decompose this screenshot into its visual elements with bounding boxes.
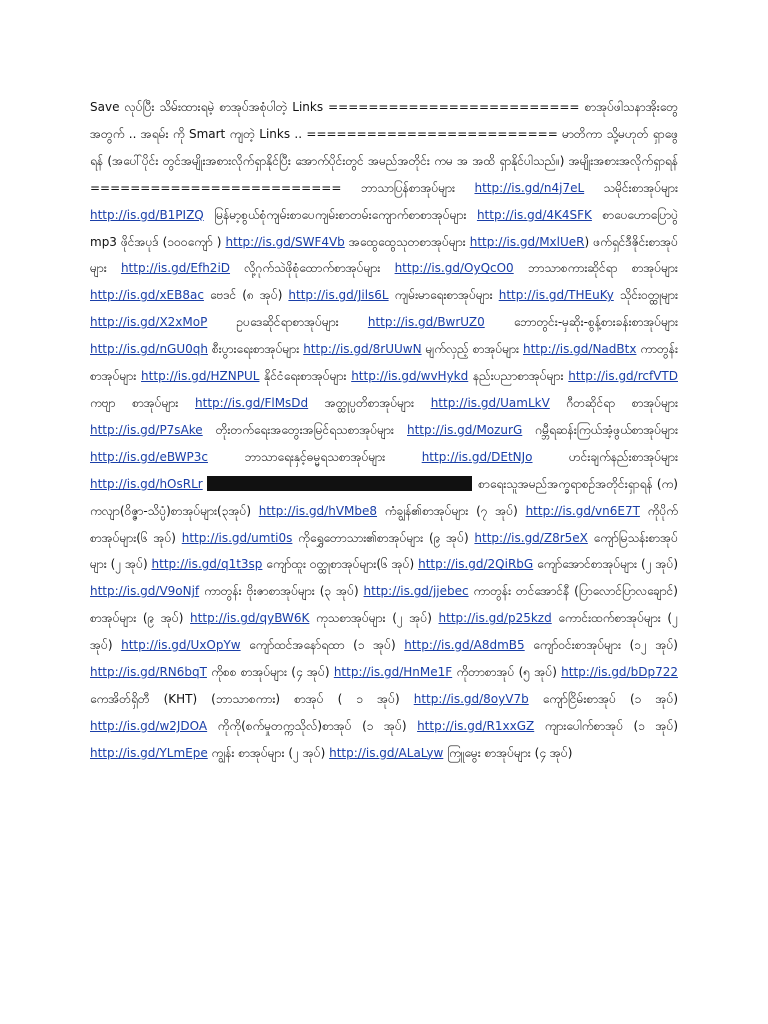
link[interactable]: http://is.gd/xEB8ac — [90, 288, 204, 303]
link[interactable]: http://is.gd/THEuKy — [498, 288, 614, 303]
text-run: ကျော်မြသန်းစာအုပ်များ (၂ အုပ်) — [90, 530, 678, 572]
link[interactable]: http://is.gd/Z8r5eX — [474, 530, 588, 545]
link[interactable]: http://is.gd/Efh2iD — [120, 261, 231, 276]
text-run: သိုင်းဝတ္ထုများ — [613, 288, 678, 303]
text-run: မြန်မာ့စွယ်စုံကျမ်းစာပေကျမ်းစာတမ်းကျောက်စာစာအုပ်များ — [203, 207, 477, 222]
text-run: နိုင်ငံရေးစာအုပ်များ — [259, 369, 352, 384]
text-run: စာပေဟောပြောပွဲ mp3 ဖိုင်အပုဒ် (၁၀၀ကျော် ) — [90, 207, 679, 249]
link[interactable]: http://is.gd/DEtNJo — [421, 449, 533, 464]
text-run: စီးပွားရေးစာအုပ်များ — [207, 342, 304, 357]
text-run: ကိုကို(စက်မှုတက္ကသိုလ်)စာအုပ် (၁ အုပ်) — [207, 718, 418, 733]
link[interactable]: http://is.gd/nGU0qh — [90, 342, 208, 357]
link[interactable]: http://is.gd/SWF4Vb — [225, 234, 345, 249]
text-run: စာရေးသူအမည်အက္ခရာစဉ်အတိုင်းရှာရန် (က) ကလျာ(ဝိဇ္ဇာ-သိပ္ပံ)စာအုပ်များ(၃အုပ်) — [90, 476, 678, 518]
link[interactable]: http://is.gd/FlMsDd — [195, 395, 309, 410]
text-run: မျက်လှည့် စာအုပ်များ — [421, 342, 523, 357]
link[interactable]: http://is.gd/ALaLyw — [329, 745, 444, 760]
link[interactable]: http://is.gd/bDp722 — [561, 665, 678, 680]
text-run: ကဗျာ စာအုပ်များ — [90, 395, 196, 410]
link[interactable]: http://is.gd/q1t3sp — [151, 557, 263, 572]
text-run: ကျမ်းမာရေးစာအုပ်များ — [388, 288, 499, 303]
text-run: ဘာသာရေးနှင့်ဓမ္မရသစာအုပ်များ — [207, 449, 422, 464]
document-body-text — [90, 94, 678, 767]
text-run: ကိုရွှေတောသား၏စာအုပ်များ (၉ အုပ်) — [292, 530, 475, 545]
text-run: လို့ဂုက်သဲဖိုစုံထောက်စာအုပ်များ — [230, 261, 395, 276]
text-run: ကိုစစ စာအုပ်များ (၄ အုပ်) — [206, 665, 334, 680]
link[interactable]: http://is.gd/UxOpYw — [121, 638, 241, 653]
link[interactable]: http://is.gd/X2xMoP — [90, 315, 208, 330]
text-run: အတ္ထုပ္ပတိစာအုပ်များ — [308, 395, 431, 410]
link[interactable]: http://is.gd/w2JDOA — [90, 718, 208, 733]
text-run: ဂမ္ဘီရဆန်းကြယ်အံ့ဖွယ်စာအုပ်များ — [522, 422, 679, 437]
link[interactable]: http://is.gd/8rUUwN — [303, 342, 422, 357]
link[interactable]: http://is.gd/vn6E7T — [525, 503, 640, 518]
text-run: ဘောတွင်း-မှဆိုး-စွန့်စားခန်းစာအုပ်များ — [484, 315, 678, 330]
text-run: ကျွန်း စာအုပ်များ (၂ အုပ်) — [207, 745, 330, 760]
link[interactable]: http://is.gd/8oyV7b — [413, 691, 529, 706]
text-run: ဥပဒေဆိုင်ရာစာအုပ်များ — [207, 315, 368, 330]
text-run: ကျော်ထူး ဝတ္ထုစာအုပ်များ(၆ အုပ်) — [262, 557, 419, 572]
text-run: ဟင်းချက်နည်းစာအုပ်များ — [532, 449, 678, 464]
link[interactable]: http://is.gd/B1PIZQ — [90, 207, 204, 222]
text-run: ကိုပိုက်စာအုပ်များ(၆ အုပ်) — [90, 503, 678, 545]
link[interactable]: http://is.gd/V9oNjf — [90, 584, 200, 599]
text-run: ဘာသာစကားဆိုင်ရာ စာအုပ်များ — [513, 261, 678, 276]
text-run: ကျော်ငြိမ်းစာအုပ် (၁ အုပ်) — [528, 691, 678, 706]
link[interactable]: http://is.gd/wvHykd — [351, 369, 469, 384]
text-run: ) ဖက်ရှင်ဒီဇိုင်းစာအုပ်များ — [90, 234, 679, 276]
text-run: ကာတွန်း တင်အောင်နီ (ပြာလောင်ပြာလချောင်) စာအုပ်များ (၉ အုပ်) — [90, 584, 678, 626]
link[interactable]: http://is.gd/NadBtx — [523, 342, 637, 357]
text-run: ကုသစာအုပ်များ (၂ အုပ်) — [309, 611, 439, 626]
link[interactable]: http://is.gd/qyBW6K — [190, 611, 310, 626]
text-run: ကံချွန်၏စာအုပ်များ (၇ အုပ်) — [377, 503, 526, 518]
text-run: ကေအိတ်ရှိတီ (KHT) (ဘာသာစကား) စာအုပ် ( ၁ အုပ်) — [90, 691, 414, 706]
link[interactable]: http://is.gd/UamLkV — [430, 395, 550, 410]
text-run: ကျော်ဝင်းစာအုပ်များ (၁၂ အုပ်) — [524, 638, 678, 653]
text-run: သမိုင်းစာအုပ်များ — [584, 180, 678, 195]
link[interactable]: http://is.gd/A8dmB5 — [404, 638, 525, 653]
redaction-bar — [207, 476, 472, 491]
link[interactable]: http://is.gd/hOsRLr — [90, 476, 203, 491]
text-run: နည်းပညာစာအုပ်များ — [468, 369, 569, 384]
link[interactable]: http://is.gd/BwrUZ0 — [367, 315, 485, 330]
link[interactable]: http://is.gd/P7sAke — [90, 422, 203, 437]
link[interactable]: http://is.gd/rcfVTD — [568, 369, 678, 384]
link[interactable]: http://is.gd/Jils6L — [288, 288, 389, 303]
link[interactable]: http://is.gd/RN6bqT — [90, 665, 207, 680]
link[interactable]: http://is.gd/OyQcO0 — [394, 261, 514, 276]
link[interactable]: http://is.gd/R1xxGZ — [417, 718, 535, 733]
link[interactable]: http://is.gd/jjebec — [363, 584, 469, 599]
text-run: ဂီတဆိုင်ရာ စာအုပ်များ — [549, 395, 678, 410]
link[interactable]: http://is.gd/2QiRbG — [418, 557, 534, 572]
text-run: ဗေဒင် (၈ အုပ်) — [203, 288, 289, 303]
link[interactable]: http://is.gd/n4j7eL — [474, 180, 585, 195]
text-run: တိုးတက်ရေးအတွေးအမြင်ရသစာအုပ်များ — [202, 422, 407, 437]
text-run: ကျော်ထင်အနော်ရထာ (၁ အုပ်) — [240, 638, 405, 653]
text-run: Save လုပ်ပြီး သိမ်းထားရမဲ့ စာအုပ်အစုံပါတဲ့ Links ========================= စာအုပ်ဖါသနာအိုးတွေ အတွက် .. အရမ်း ကို Smart ကျတဲ့ Links .. ========================= မာတိကာ သို့မဟုတ် ရှာဖွေရန် (အပေါ်ပိုင်း တွင်အမျိုးအစားလိုက်ရှာနိုင်ပြီး အောက်ပိုင်းတွင် အမည်အတိုင်း ကမ အ အထိ ရှာနိုင်ပါသည်။) အမျိုးအစားအလိုက်ရှာရန် ========================= ဘာသာပြန်စာအုပ်များ — [90, 100, 678, 195]
text-run: ကျော်အောင်စာအုပ်များ (၂ အုပ်) — [533, 557, 678, 572]
link[interactable]: http://is.gd/umti0s — [181, 530, 293, 545]
text-run: ကိုတာစာအုပ် (၅ အုပ်) — [452, 665, 562, 680]
text-run: ကြူမွေး စာအုပ်များ (၄ အုပ်) — [443, 745, 573, 760]
link[interactable]: http://is.gd/MozurG — [407, 422, 523, 437]
link[interactable]: http://is.gd/hVMbe8 — [258, 503, 378, 518]
link[interactable]: http://is.gd/eBWP3c — [90, 449, 208, 464]
link[interactable]: http://is.gd/HnMe1F — [333, 665, 453, 680]
link[interactable]: http://is.gd/p25kzd — [438, 611, 552, 626]
link[interactable]: http://is.gd/HZNPUL — [141, 369, 260, 384]
link[interactable]: http://is.gd/MxlUeR — [469, 234, 585, 249]
text-run: ကောင်းထက်စာအုပ်များ (၂ အုပ်) — [90, 611, 678, 653]
text-run: အထွေထွေသုတစာအုပ်များ — [344, 234, 470, 249]
link[interactable]: http://is.gd/4K4SFK — [476, 207, 592, 222]
text-run: ကာတွန်း ဗိုးဇာစာအုပ်များ (၃ အုပ်) — [199, 584, 364, 599]
text-run: ကာတွန်းစာအုပ်များ — [90, 342, 678, 384]
link[interactable]: http://is.gd/YLmEpe — [90, 745, 208, 760]
text-run: ကျားပေါက်စာအုပ် (၁ အုပ်) — [534, 718, 678, 733]
